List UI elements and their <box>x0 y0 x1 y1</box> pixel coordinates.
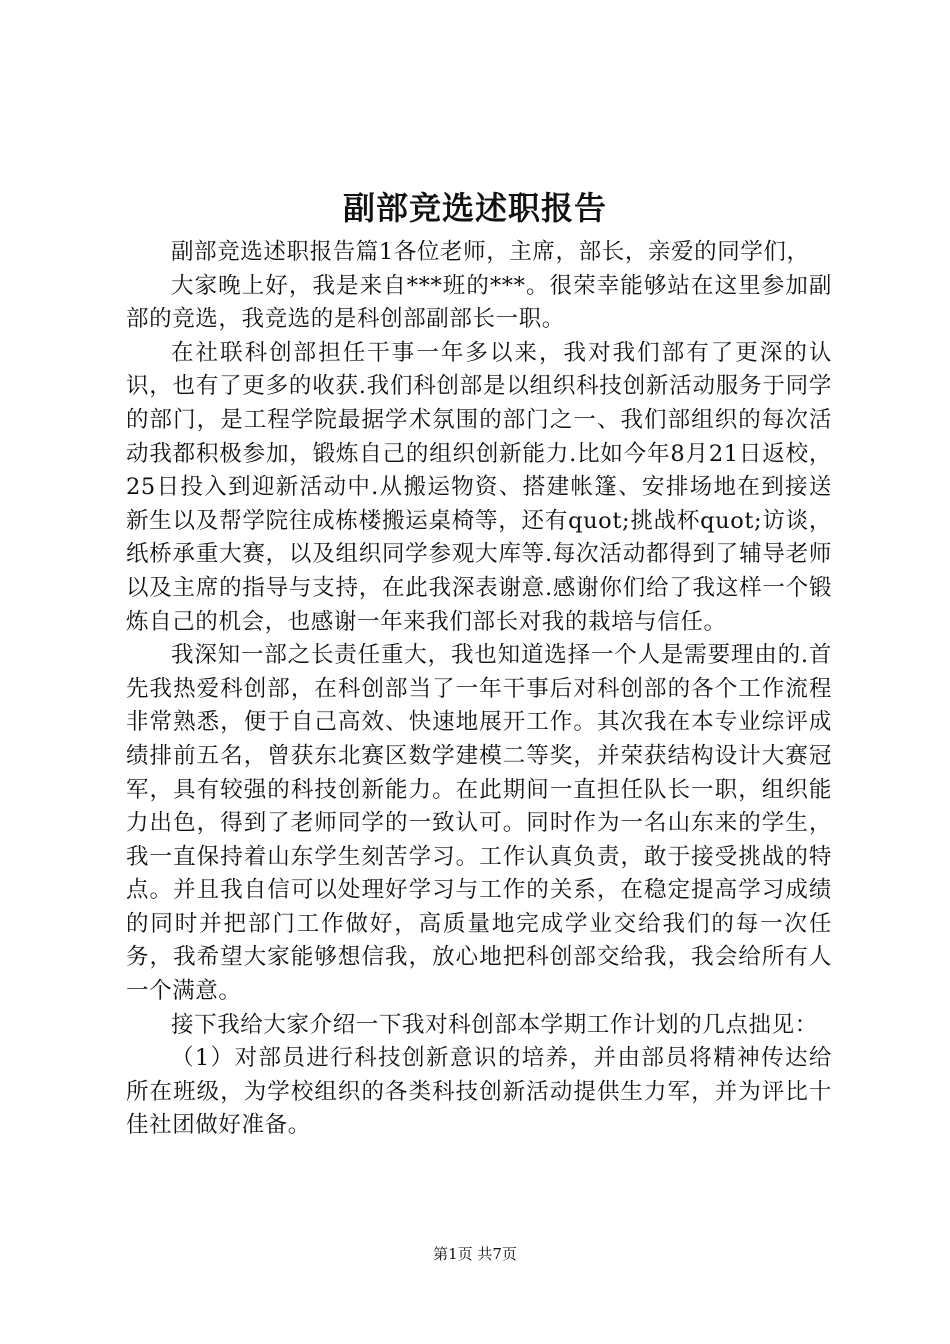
document-body <box>126 236 832 1143</box>
paragraph-5: 接下我给大家介绍一下我对科创部本学期工作计划的几点拙见： <box>171 1011 818 1038</box>
paragraph-2: 大家晚上好，我是来自***班的***。很荣幸能够站在这里参加副部的竞选，我竞选的是科创部副部长一职。 <box>126 272 832 333</box>
page-footer: 第1页 共7页 <box>433 1245 517 1263</box>
document-title: 副部竞选述职报告 <box>342 189 607 227</box>
paragraph-1: 副部竞选述职报告篇1各位老师，主席，部长，亲爱的同学们， <box>171 239 810 265</box>
paragraph-6: （1）对部员进行科技创新意识的培养，并由部员将精神传达给所在班级，为学校组织的各类科技创新活动提供生力军，并为评比十佳社团做好准备。 <box>126 1045 832 1139</box>
paragraph-4: 我深知一部之长责任重大，我也知道选择一个人是需要理由的.首先我热爱科创部，在科创部当了一年干事后对科创部的各个工作流程非常熟悉，便于自己高效、快速地展开工作。其次我在本专业综评成绩排前五名，曾获东北赛区数学建模二等奖，并荣获结构设计大赛冠军，具有较强的科技创新能力。在此期间一直担任队长一职，组织能力出色，得到了老师同学的一致认可。同时作为一名山东来的学生，我一直保持着山东学生刻苦学习。工作认真负责，敢于接受挑战的特点。并且我自信可以处理好学习与工作的关系，在稳定提高学习成绩的同时并把部门工作做好，高质量地完成学业交给我们的每一次任务，我希望大家能够想信我，放心地把科创部交给我，我会给所有人一个满意。 <box>126 642 832 1005</box>
paragraph-3: 在社联科创部担任干事一年多以来，我对我们部有了更深的认识，也有了更多的收获.我们科创部是以组织科技创新活动服务于同学的部门，是工程学院最据学术氛围的部门之一、我们部组织的每次活动我都积极参加，锻炼自己的组织创新能力.比如今年8月21日返校，25日投入到迎新活动中.从搬运物资、搭建帐篷、安排场地在到接送新生以及帮学院往成栋楼搬运桌椅等，还有quot;挑战杯quot;访谈，纸桥承重大赛，以及组织同学参观大库等.每次活动都得到了辅导老师以及主席的指导与支持，在此我深表谢意.感谢你们给了我这样一个锻炼自己的机会，也感谢一年来我们部长对我的栽培与信任。 <box>126 339 832 635</box>
